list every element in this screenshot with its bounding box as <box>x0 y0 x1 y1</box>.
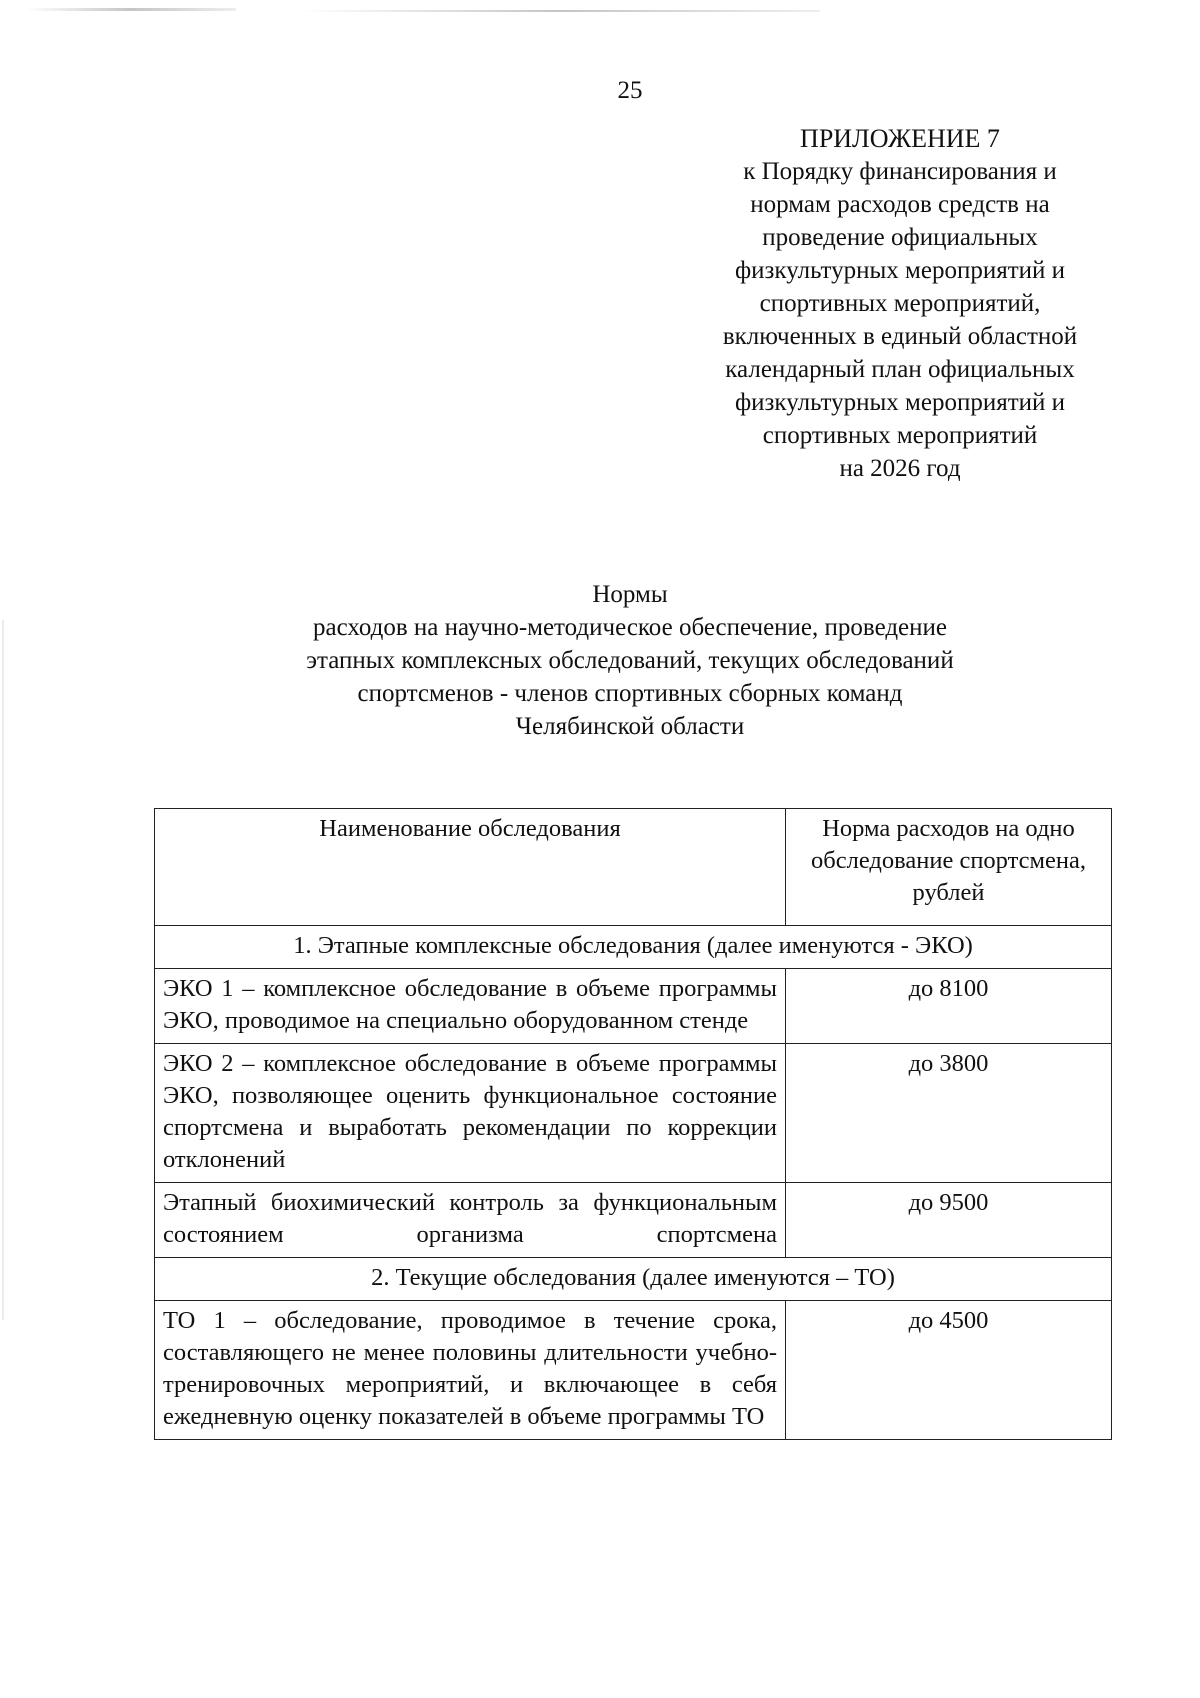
norms-title-block <box>220 578 1040 743</box>
appendix-title: ПРИЛОЖЕНИЕ 7 <box>800 124 1000 153</box>
appendix-line: включенных в единый областной <box>722 323 1078 350</box>
table-row <box>155 969 1112 1044</box>
norms-table <box>154 808 1112 1440</box>
row-description: ЭКО 2 – комплексное обследование в объеме программы ЭКО, позволяющее оценить функциональное состояние спортсмена и выработать рекомендации по коррекции отклонений <box>155 1044 786 1183</box>
scan-artifact-left <box>26 8 236 11</box>
norms-subtitle-line: Челябинской области <box>515 713 745 740</box>
row-norm-value: до 4500 <box>786 1301 1112 1440</box>
section-to-title: 2. Текущие обследования (далее именуются – ТО) <box>155 1258 1112 1301</box>
row-norm-value: до 9500 <box>786 1183 1112 1258</box>
norms-subtitle-line: спортсменов - членов спортивных сборных команд <box>357 680 903 707</box>
appendix-line: физкультурных мероприятий и <box>734 257 1066 284</box>
table-row <box>155 1301 1112 1440</box>
page-number: 25 <box>617 77 643 104</box>
appendix-line: спортивных мероприятий <box>762 422 1038 449</box>
row-norm-value: до 3800 <box>786 1044 1112 1183</box>
table-header-row <box>155 809 1112 926</box>
row-description: Этапный биохимический контроль за функциональным состоянием организма спортсмена <box>155 1183 786 1258</box>
scan-artifact-right <box>300 10 820 12</box>
appendix-line: физкультурных мероприятий и <box>734 389 1066 416</box>
scan-edge-artifact <box>2 620 4 1320</box>
norms-heading: Нормы <box>592 581 668 608</box>
appendix-line: проведение официальных <box>762 224 1038 251</box>
appendix-line: календарный план официальных <box>725 356 1075 383</box>
section-row <box>155 926 1112 969</box>
row-description: ТО 1 – обследование, проводимое в течение срока, составляющего не менее половины длительности учебно-тренировочных мероприятий, и включающее в себя ежедневную оценку показателей в объеме программы ТО <box>155 1301 786 1440</box>
appendix-line: нормам расходов средств на <box>750 191 1050 218</box>
appendix-line: спортивных мероприятий, <box>759 290 1041 317</box>
row-description: ЭКО 1 – комплексное обследование в объеме программы ЭКО, проводимое на специально оборудованном стенде <box>155 969 786 1044</box>
table-row <box>155 1183 1112 1258</box>
appendix-line: к Порядку финансирования и <box>743 158 1057 185</box>
norms-subtitle-line: расходов на научно-методическое обеспечение, проведение <box>312 614 948 641</box>
table-row <box>155 1044 1112 1183</box>
section-eko-title: 1. Этапные комплексные обследования (далее именуются - ЭКО) <box>155 926 1112 969</box>
section-row <box>155 1258 1112 1301</box>
norms-subtitle-line: этапных комплексных обследований, текущих обследований <box>306 647 954 674</box>
header-name-cell: Наименование обследования <box>155 809 786 926</box>
appendix-line: на 2026 год <box>839 455 961 482</box>
appendix-header <box>690 122 1110 485</box>
header-norm-cell: Норма расходов на одно обследование спортсмена, рублей <box>786 809 1112 926</box>
row-norm-value: до 8100 <box>786 969 1112 1044</box>
